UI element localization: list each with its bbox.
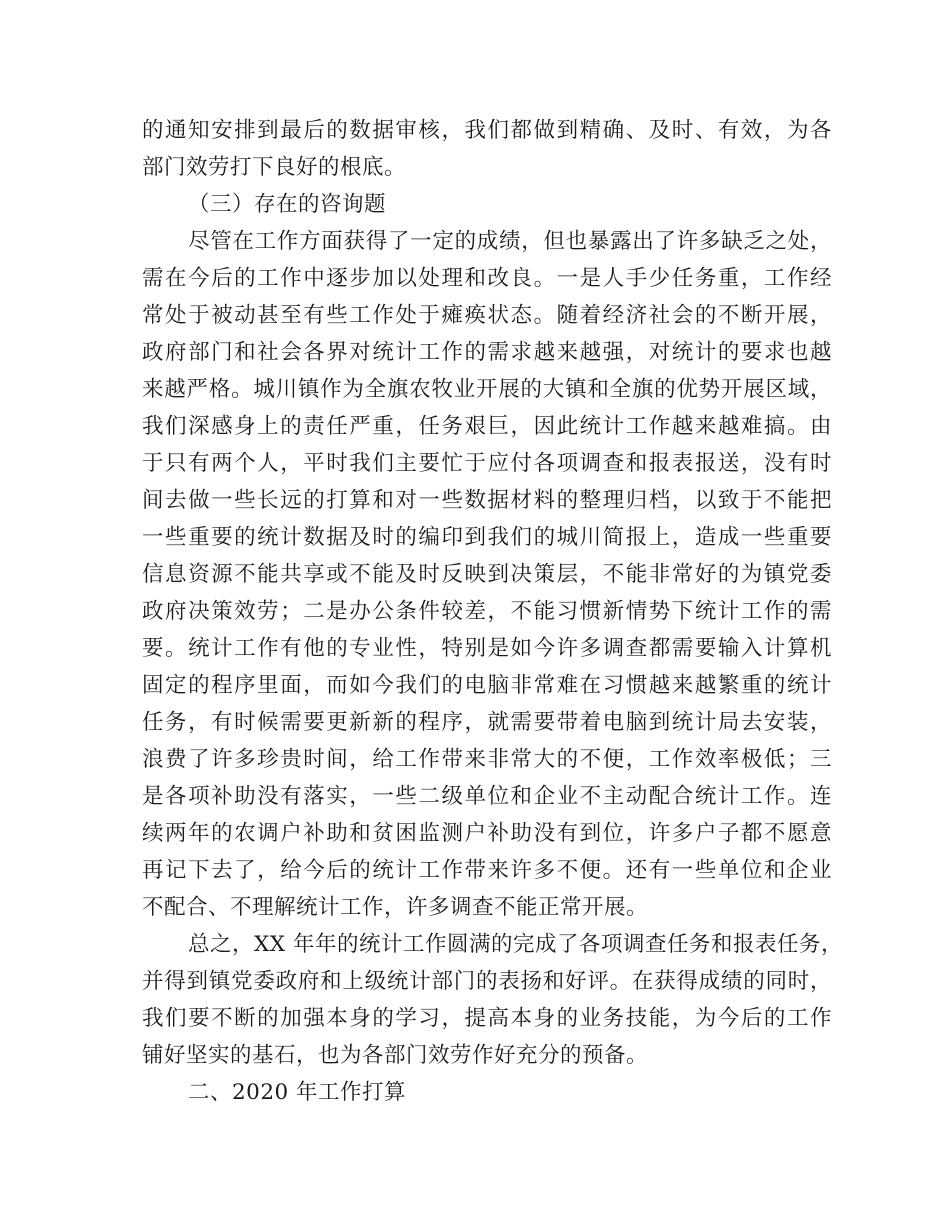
text-line: 不配合、不理解统计工作，许多调查不能正常开展。: [142, 895, 649, 920]
text-line: 我们要不断的加强本身的学习，提高本身的业务技能，为今后的工作: [142, 1006, 832, 1031]
text-line: 政府决策效劳；二是办公条件较差，不能习惯新情势下统计工作的需: [142, 599, 832, 624]
text-line: 是各项补助没有落实，一些二级单位和企业不主动配合统计工作。连: [142, 784, 832, 809]
text-line: 再记下去了，给今后的统计工作带来许多不便。还有一些单位和企业: [142, 858, 832, 883]
text-line: 的通知安排到最后的数据审核，我们都做到精确、及时、有效，为各: [142, 118, 832, 143]
section-heading: 二、2020 年工作打算: [188, 1080, 407, 1105]
text-line: 浪费了许多珍贵时间，给工作带来非常大的不便，工作效率极低；三: [142, 747, 832, 772]
text-line: 尽管在工作方面获得了一定的成绩，但也暴露出了许多缺乏之处，: [188, 229, 832, 254]
text-line: 常处于被动甚至有些工作处于瘫痪状态。随着经济社会的不断开展，: [142, 303, 832, 328]
text-line: 信息资源不能共享或不能及时反映到决策层，不能非常好的为镇党委: [142, 562, 832, 587]
document-body: [142, 112, 843, 1111]
text-line: 部门效劳打下良好的根底。: [142, 155, 407, 180]
text-line: 并得到镇党委政府和上级统计部门的表扬和好评。在获得成绩的同时，: [142, 969, 832, 994]
text-line: 于只有两个人，平时我们主要忙于应付各项调查和报表报送，没有时: [142, 451, 832, 476]
text-line: 来越严格。城川镇作为全旗农牧业开展的大镇和全旗的优势开展区域，: [142, 377, 832, 402]
text-line: 我们深感身上的责任严重，任务艰巨，因此统计工作越来越难搞。由: [142, 414, 832, 439]
text-line: 一些重要的统计数据及时的编印到我们的城川简报上，造成一些重要: [142, 525, 832, 550]
text-line: 要。统计工作有他的专业性，特别是如今许多调查都需要输入计算机: [142, 636, 832, 661]
text-line: 固定的程序里面，而如今我们的电脑非常难在习惯越来越繁重的统计: [142, 673, 832, 698]
text-line: 需在今后的工作中逐步加以处理和改良。一是人手少任务重，工作经: [142, 266, 832, 291]
text-line: 任务，有时候需要更新新的程序，就需要带着电脑到统计局去安装，: [142, 710, 832, 735]
text-line: 间去做一些长远的打算和对一些数据材料的整理归档，以致于不能把: [142, 488, 832, 513]
section-heading: （三）存在的咨询题: [188, 192, 387, 217]
text-line: 总之，XX 年年的统计工作圆满的完成了各项调查任务和报表任务，: [188, 932, 843, 957]
text-line: 政府部门和社会各界对统计工作的需求越来越强，对统计的要求也越: [142, 340, 832, 365]
text-line: 铺好坚实的基石，也为各部门效劳作好充分的预备。: [142, 1043, 649, 1068]
text-line: 续两年的农调户补助和贫困监测户补助没有到位，许多户子都不愿意: [142, 821, 832, 846]
